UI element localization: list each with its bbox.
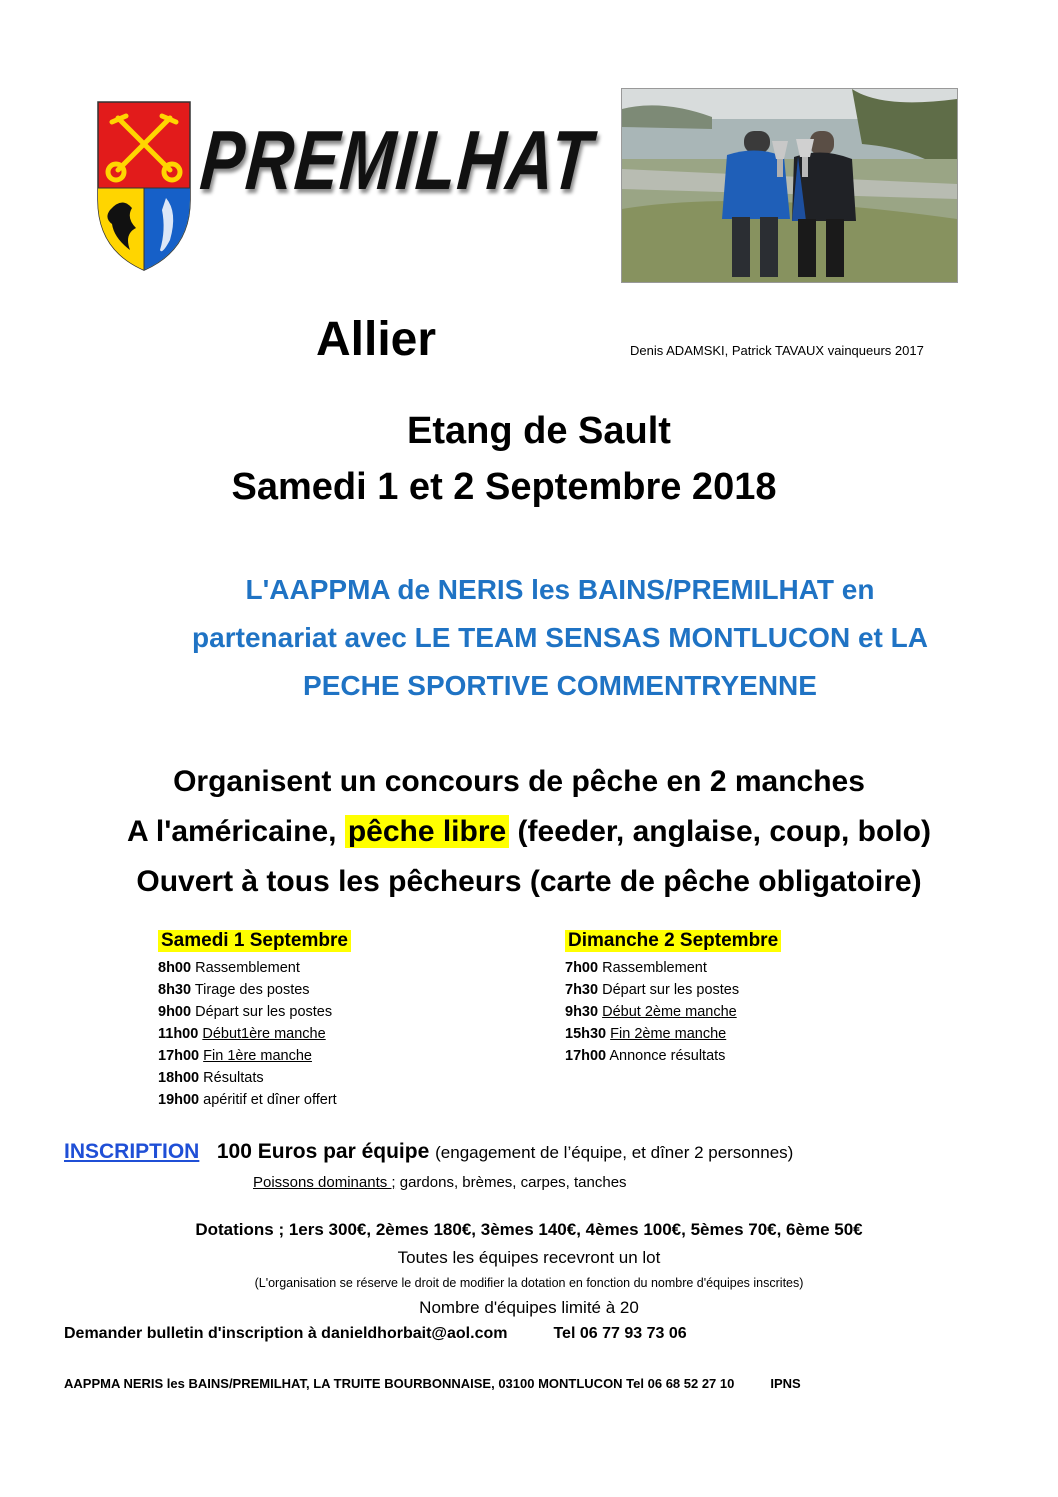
list-item: 19h00 apéritif et dîner offert	[158, 1092, 337, 1108]
contact-request[interactable]: Demander bulletin d'inscription à danieldhorbait@aol.com	[64, 1325, 508, 1342]
headline-line-1: Organisent un concours de pêche en 2 manches	[173, 765, 865, 798]
sunday-heading: Dimanche 2 Septembre	[565, 930, 781, 952]
headline-line-2	[0, 815, 1058, 849]
inscription-link[interactable]: INSCRIPTION	[64, 1140, 200, 1163]
list-item: 8h00 Rassemblement	[158, 960, 300, 976]
winners-photo	[621, 88, 958, 283]
organizers-line-1: L'AAPPMA de NERIS les BAINS/PREMILHAT en	[245, 574, 875, 605]
fish-list: gardons, brèmes, carpes, tanches	[395, 1174, 627, 1191]
prizes-dotations: Dotations ; 1ers 300€, 2èmes 180€, 3èmes 140€, 4èmes 100€, 5èmes 70€, 6ème 50€	[195, 1220, 863, 1239]
organizers-line-2: partenariat avec LE TEAM SENSAS MONTLUCON et LA	[192, 622, 928, 653]
list-item: 15h30 Fin 2ème manche	[565, 1026, 727, 1042]
list-item: 8h30 Tirage des postes	[158, 982, 310, 998]
inscription-detail: (engagement de l’équipe, et dîner 2 personnes)	[435, 1143, 794, 1162]
footer-ipns: IPNS	[770, 1376, 801, 1391]
headline-line-2-post: (feeder, anglaise, coup, bolo)	[509, 815, 931, 848]
saturday-heading: Samedi 1 Septembre	[158, 930, 351, 952]
list-item: 7h30 Départ sur les postes	[565, 982, 740, 998]
prizes-reserve-note: (L'organisation se réserve le droit de modifier la dotation en fonction du nombre d'équipes inscrites)	[254, 1276, 804, 1290]
headline-highlight: pêche libre	[345, 815, 509, 848]
inscription-price: 100 Euros par équipe	[216, 1140, 430, 1163]
logo-wordmark: PREMILHAT	[197, 113, 597, 207]
organizers-line-3: PECHE SPORTIVE COMMENTRYENNE	[303, 670, 817, 701]
team-limit: Nombre d'équipes limité à 20	[419, 1298, 639, 1317]
list-item: 7h00 Rassemblement	[565, 960, 707, 976]
event-venue: Etang de Sault	[407, 410, 671, 452]
list-item: 17h00 Fin 1ère manche	[158, 1048, 312, 1064]
headline-line-3: Ouvert à tous les pêcheurs (carte de pêche obligatoire)	[136, 865, 922, 898]
sunday-schedule	[565, 957, 739, 1067]
contact-line	[64, 1325, 687, 1343]
saturday-schedule	[158, 957, 337, 1111]
fish-line	[253, 1174, 627, 1191]
list-item: 17h00 Annonce résultats	[565, 1048, 726, 1064]
contact-tel: Tel 06 77 93 73 06	[553, 1325, 687, 1342]
headline-line-2-pre: A l'américaine,	[127, 815, 345, 848]
photo-caption: Denis ADAMSKI, Patrick TAVAUX vainqueurs 2017	[630, 343, 924, 358]
region-title: Allier	[316, 313, 437, 366]
coat-of-arms-icon	[96, 100, 192, 272]
list-item: 9h30 Début 2ème manche	[565, 1004, 737, 1020]
list-item: 9h00 Départ sur les postes	[158, 1004, 333, 1020]
list-item: 11h00 Début1ère manche	[158, 1026, 326, 1042]
fish-label: Poissons dominants ;	[253, 1174, 396, 1191]
event-dates: Samedi 1 et 2 Septembre 2018	[231, 466, 777, 508]
list-item: 18h00 Résultats	[158, 1070, 264, 1086]
prizes-all-teams: Toutes les équipes recevront un lot	[397, 1248, 661, 1267]
inscription-line	[64, 1140, 793, 1164]
footer-address: AAPPMA NERIS les BAINS/PREMILHAT, LA TRUITE BOURBONNAISE, 03100 MONTLUCON Tel 06 68 52 27 10 IPNS	[64, 1376, 801, 1391]
